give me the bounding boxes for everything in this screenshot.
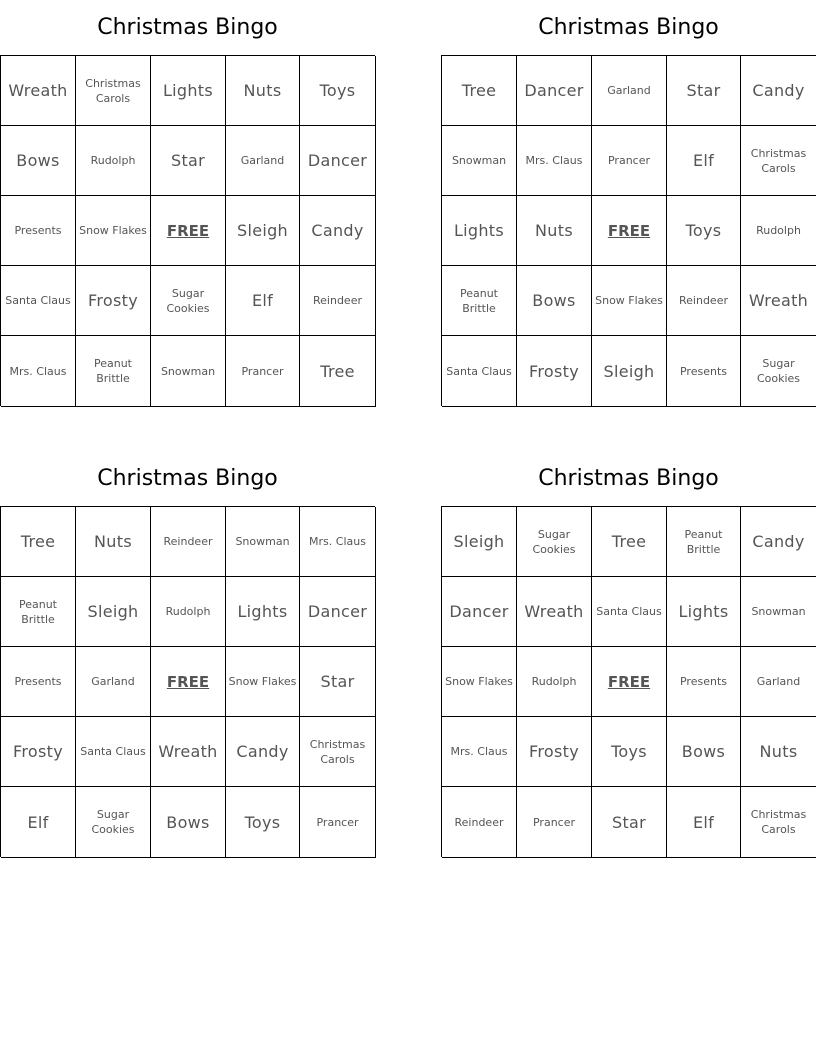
bingo-cell [741,336,816,407]
bingo-cell: Dancer [300,577,376,647]
bingo-cell: Dancer [517,56,592,126]
bingo-cell [151,266,226,336]
bingo-cell-text: Sugar Cookies [532,527,576,556]
bingo-cell: Wreath [151,717,226,787]
bingo-cell [76,56,151,126]
bingo-cell: Candy [300,196,376,266]
free-space: FREE [592,196,667,266]
bingo-cell: Reindeer [151,507,226,577]
bingo-cell [300,717,376,787]
bingo-cell: Rudolph [151,577,226,647]
bingo-cell: Santa Claus [1,266,76,336]
card-title: Christmas Bingo [538,15,719,40]
bingo-cell: Prancer [300,787,376,858]
bingo-cell: Sleigh [226,196,300,266]
bingo-cell: Candy [226,717,300,787]
bingo-cell: Toys [592,717,667,787]
card-title: Christmas Bingo [538,466,719,491]
bingo-cell: Santa Claus [76,717,151,787]
bingo-cell-text: Christmas Carols [85,76,141,105]
bingo-cell: Snow Flakes [592,266,667,336]
bingo-cell [76,787,151,858]
bingo-cell-text: Peanut Brittle [93,357,132,385]
bingo-cell: Toys [300,56,376,126]
bingo-cell [741,126,816,196]
bingo-cell: Star [300,647,376,717]
bingo-cell: Bows [151,787,226,858]
bingo-cell: Bows [1,126,76,196]
bingo-cell: Snow Flakes [226,647,300,717]
bingo-cell: Nuts [517,196,592,266]
bingo-cell-text: Peanut Brittle [18,597,57,626]
bingo-cell [1,577,76,647]
bingo-cell: Dancer [442,577,517,647]
bingo-cell [442,266,517,336]
bingo-cell: Nuts [741,717,816,787]
bingo-cell: Elf [667,787,741,858]
bingo-cell: Lights [226,577,300,647]
bingo-grid [0,506,375,857]
bingo-cell: Rudolph [76,126,151,196]
bingo-cell: Rudolph [741,196,816,266]
bingo-cell: Snow Flakes [76,196,151,266]
free-space: FREE [151,196,226,266]
bingo-cell: Lights [151,56,226,126]
bingo-cell-text: Sugar Cookies [91,808,135,836]
bingo-cell: Prancer [592,126,667,196]
bingo-cell: Santa Claus [592,577,667,647]
bingo-cell: Tree [1,507,76,577]
bingo-cell: Reindeer [667,266,741,336]
bingo-cell [517,507,592,577]
bingo-cell-text: Peanut Brittle [684,527,723,556]
bingo-cell: Garland [741,647,816,717]
bingo-cell: Reindeer [300,266,376,336]
bingo-cell: Tree [300,336,376,407]
bingo-cell [667,507,741,577]
bingo-cell: Elf [667,126,741,196]
bingo-cell: Frosty [1,717,76,787]
bingo-cell: Lights [667,577,741,647]
bingo-cell: Star [667,56,741,126]
bingo-cell: Presents [1,196,76,266]
bingo-cell: Sleigh [76,577,151,647]
bingo-cell: Nuts [76,507,151,577]
card-title: Christmas Bingo [97,466,278,491]
bingo-cell: Sleigh [592,336,667,407]
bingo-cell: Candy [741,507,816,577]
bingo-cell: Star [151,126,226,196]
bingo-cell: Snowman [226,507,300,577]
bingo-cell: Dancer [300,126,376,196]
bingo-cell: Mrs. Claus [442,717,517,787]
bingo-cell: Snowman [151,336,226,407]
bingo-cell: Wreath [741,266,816,336]
bingo-cell [741,787,816,858]
bingo-cell: Garland [76,647,151,717]
bingo-cell: Toys [226,787,300,858]
bingo-cell: Garland [592,56,667,126]
bingo-cell-text: Sugar Cookies [166,286,210,315]
bingo-cell: Star [592,787,667,858]
bingo-cell: Bows [517,266,592,336]
bingo-cell-text: Christmas Carols [750,146,807,175]
bingo-cell: Candy [741,56,816,126]
bingo-cell: Garland [226,126,300,196]
bingo-cell: Tree [592,507,667,577]
bingo-cell: Toys [667,196,741,266]
bingo-cell: Prancer [226,336,300,407]
bingo-cell: Nuts [226,56,300,126]
bingo-cell: Bows [667,717,741,787]
bingo-cell [76,336,151,407]
bingo-cell: Wreath [517,577,592,647]
bingo-cell-text: Christmas Carols [309,737,366,766]
bingo-cell: Frosty [517,336,592,407]
free-space: FREE [592,647,667,717]
bingo-cell: Sleigh [442,507,517,577]
bingo-cell: Prancer [517,787,592,858]
bingo-cell: Rudolph [517,647,592,717]
bingo-cell: Reindeer [442,787,517,858]
bingo-cell: Snowman [741,577,816,647]
bingo-cell: Presents [1,647,76,717]
bingo-cell: Frosty [76,266,151,336]
free-space: FREE [151,647,226,717]
bingo-cell: Elf [1,787,76,858]
card-title: Christmas Bingo [97,15,278,40]
bingo-cell: Presents [667,647,741,717]
bingo-cell: Snow Flakes [442,647,517,717]
bingo-cell: Presents [667,336,741,407]
bingo-cell: Tree [442,56,517,126]
bingo-cell: Lights [442,196,517,266]
bingo-cell: Snowman [442,126,517,196]
bingo-grid [441,55,816,406]
bingo-cell-text: Sugar Cookies [756,357,801,385]
bingo-cell: Mrs. Claus [1,336,76,407]
bingo-cell: Elf [226,266,300,336]
bingo-cell: Frosty [517,717,592,787]
bingo-cell: Wreath [1,56,76,126]
bingo-cell-text: Christmas Carols [750,808,807,836]
bingo-cell: Mrs. Claus [517,126,592,196]
bingo-cell: Mrs. Claus [300,507,376,577]
bingo-cell: Santa Claus [442,336,517,407]
bingo-grid [441,506,816,857]
bingo-grid [0,55,375,406]
bingo-cell-text: Peanut Brittle [459,286,498,315]
